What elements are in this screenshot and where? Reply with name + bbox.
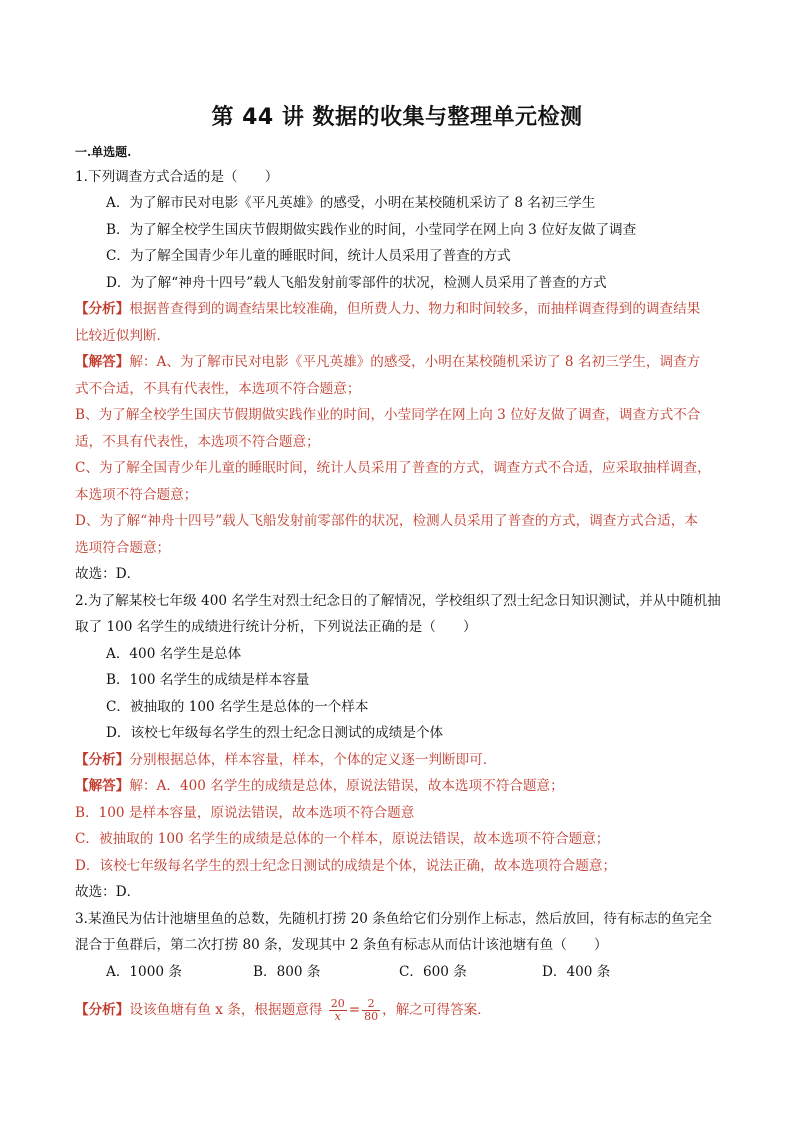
q3-option-a: A．1000 条 (106, 964, 182, 980)
fraction-denominator: x (334, 1010, 341, 1023)
q3-option-b: B．800 条 (253, 964, 321, 980)
q1-option-c: C．为了解全国青少年儿童的睡眠时间，统计人员采用了普查的方式 (106, 248, 511, 264)
q1-option-d: D．为了解“神舟十四号”载人飞船发射前零部件的状况，检测人员采用了普查的方式 (106, 275, 607, 291)
fraction-2-over-80 (362, 998, 380, 1023)
answer-tag: 【解答】 (75, 354, 130, 370)
fraction-20-over-x (329, 998, 347, 1023)
analysis-tag: 【分析】 (75, 1002, 130, 1018)
q1-answer-line-4: 适，不具有代表性，本选项不符合题意； (75, 434, 320, 450)
q1-answer-line-8: 选项符合题意； (75, 540, 171, 556)
q1-answer (75, 353, 700, 371)
q2-option-a: A．400 名学生是总体 (106, 646, 242, 662)
q2-stem-line-1: 2.为了解某校七年级 400 名学生对烈士纪念日的了解情况，学校组织了烈士纪念日知识测试，并从中随机抽 (75, 593, 721, 609)
q1-answer-line-1: 解：A、为了解市民对电影《平凡英雄》的感受，小明在某校随机采访了 8 名初三学生，调查方 (129, 354, 701, 370)
q2-answer-line-1: 解：A．400 名学生的成绩是总体，原说法错误，故本选项不符合题意； (129, 778, 564, 794)
q1-choice: 故选：D． (75, 566, 141, 582)
q1-analysis-line-1: 根据普查得到的调查结果比较准确，但所费人力、物力和时间较多，而抽样调查得到的调查结果 (129, 301, 701, 317)
q2-option-b: B．100 名学生的成绩是样本容量 (106, 672, 310, 688)
q1-option-a: A．为了解市民对电影《平凡英雄》的感受，小明在某校随机采访了 8 名初三学生 (106, 195, 596, 211)
q3-analysis-tail: ，解之可得答案． (382, 1002, 491, 1018)
page-title: 第 44 讲 数据的收集与整理单元检测 (211, 105, 583, 130)
q2-option-c: C．被抽取的 100 名学生是总体的一个样本 (106, 699, 369, 715)
q2-choice: 故选：D． (75, 884, 141, 900)
fraction-numerator: 2 (362, 998, 380, 1011)
q3-analysis-text: 设该鱼塘有鱼 x 条，根据题意得 (129, 1002, 323, 1018)
q3-analysis (75, 998, 491, 1023)
q1-answer-line-2: 式不合适，不具有代表性，本选项不符合题意； (75, 381, 361, 397)
fraction-denominator: 80 (364, 1010, 379, 1023)
q2-answer-line-4: D．该校七年级每名学生的烈士纪念日测试的成绩是个体，说法正确，故本选项符合题意； (75, 858, 617, 874)
q1-answer-line-7: D、为了解“神舟十四号”载人飞船发射前零部件的状况，检测人员采用了普查的方式，调查方式合适，本 (75, 513, 698, 529)
analysis-tag: 【分析】 (75, 301, 130, 317)
q1-stem: 1.下列调查方式合适的是（ ） (75, 169, 279, 185)
q2-option-d: D．该校七年级每名学生的烈士纪念日测试的成绩是个体 (106, 725, 444, 741)
q2-answer-line-3: C．被抽取的 100 名学生的成绩是总体的一个样本，原说法错误，故本选项不符合题意； (75, 831, 610, 847)
q3-option-d: D．400 条 (542, 964, 611, 980)
answer-tag: 【解答】 (75, 778, 130, 794)
q2-answer (75, 777, 564, 795)
q1-answer-line-3: B、为了解全校学生国庆节假期做实践作业的时间，小莹同学在网上向 3 位好友做了调查，调查方式不合 (75, 407, 701, 423)
section-heading: 一.单选题. (75, 145, 132, 159)
q1-analysis-line-2: 比较近似判断． (75, 328, 171, 344)
q2-analysis-line-1: 分别根据总体，样本容量，样本，个体的定义逐一判断即可． (129, 752, 497, 768)
q1-option-b: B．为了解全校学生国庆节假期做实践作业的时间，小莹同学在网上向 3 位好友做了调查 (106, 222, 637, 238)
q2-analysis (75, 751, 496, 769)
q1-answer-line-6: 本选项不符合题意； (75, 487, 198, 503)
analysis-tag: 【分析】 (75, 752, 130, 768)
equals-sign: = (348, 1002, 361, 1018)
q3-stem-line-1: 3.某渔民为估计池塘里鱼的总数，先随机打捞 20 条鱼给它们分别作上标志，然后放回，待有标志的鱼完全 (75, 911, 713, 927)
q1-answer-line-5: C、为了解全国青少年儿童的睡眠时间，统计人员采用了普查的方式，调查方式不合适，应采取抽样调查， (75, 460, 711, 476)
q3-stem-line-2: 混合于鱼群后，第二次打捞 80 条，发现其中 2 条鱼有标志从而估计该池塘有鱼（ ） (75, 937, 608, 953)
q2-answer-line-2: B．100 是样本容量，原说法错误，故本选项不符合题意 (75, 805, 415, 821)
fraction-numerator: 20 (330, 997, 345, 1010)
q2-stem-line-2: 取了 100 名学生的成绩进行统计分析，下列说法正确的是（ ） (75, 619, 477, 635)
q3-option-c: C．600 条 (399, 964, 467, 980)
q1-analysis (75, 300, 700, 318)
